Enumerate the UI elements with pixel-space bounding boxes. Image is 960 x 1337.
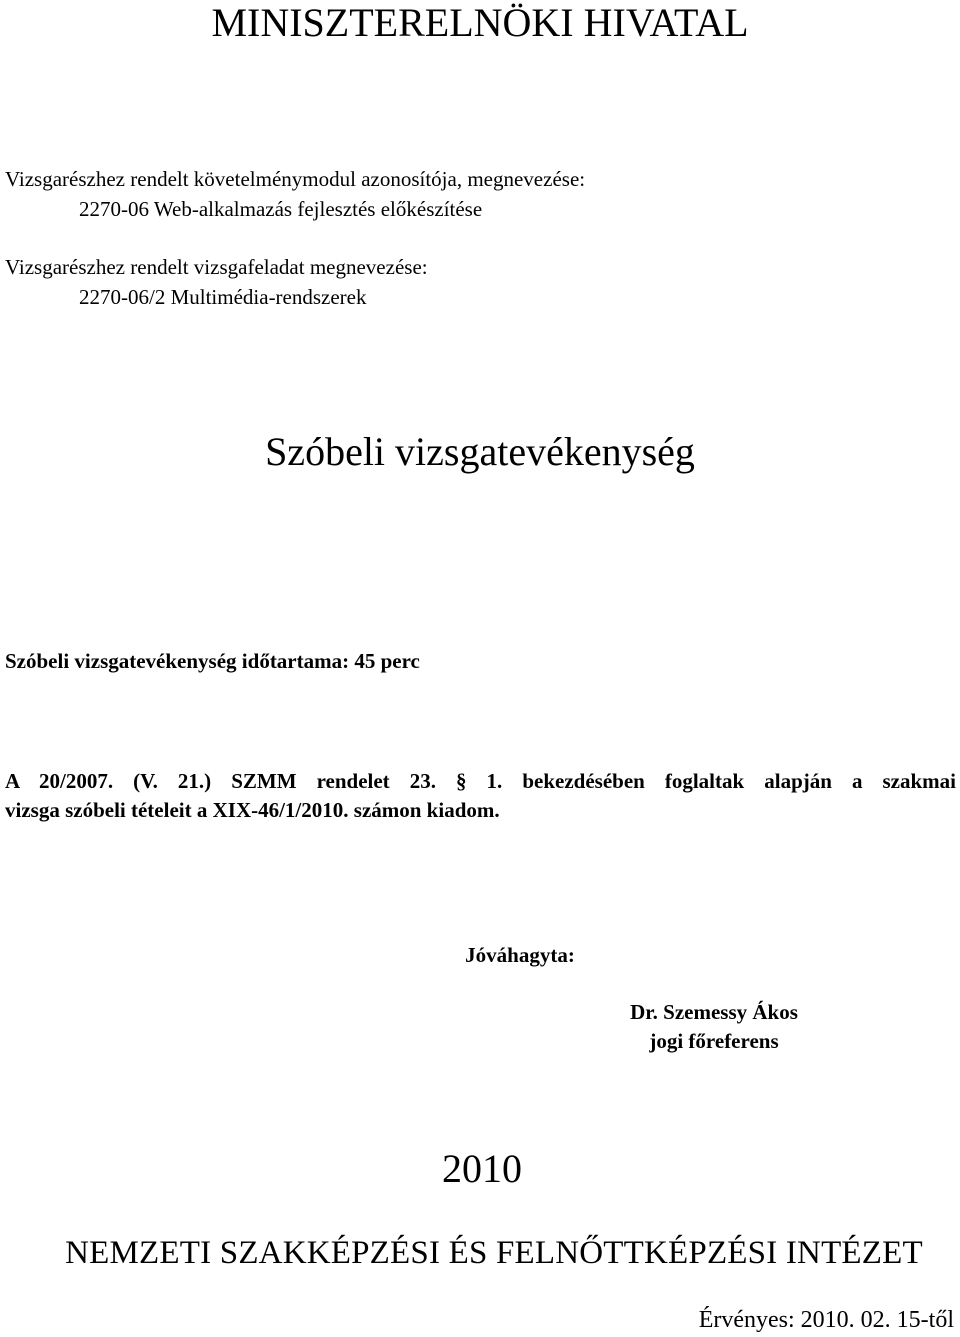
task-value: 2270-06/2 Multimédia-rendszerek <box>79 285 367 309</box>
module-label: Vizsgarészhez rendelt követelménymodul azonosítója, megnevezése: <box>5 167 586 191</box>
module-value: 2270-06 Web-alkalmazás fejlesztés előkészítése <box>79 197 483 221</box>
exam-title: Szóbeli vizsgatevékenység <box>265 429 695 474</box>
signer-role: jogi főreferens <box>649 1029 779 1053</box>
organization-title: MINISZTERELNÖKI HIVATAL <box>211 0 749 45</box>
task-label: Vizsgarészhez rendelt vizsgafeladat megnevezése: <box>5 255 428 279</box>
signer-name: Dr. Szemessy Ákos <box>630 1000 798 1024</box>
decree-line-1: A 20/2007. (V. 21.) SZMM rendelet 23. § 1. bekezdésében foglaltak alapján a szakmai <box>5 769 956 793</box>
valid-from: Érvényes: 2010. 02. 15-től <box>698 1307 954 1333</box>
exam-duration: Szóbeli vizsgatevékenység időtartama: 45 perc <box>5 649 420 673</box>
document-year: 2010 <box>442 1146 522 1191</box>
approval-label: Jóváhagyta: <box>465 943 575 967</box>
decree-line-2: vizsga szóbeli tételeit a XIX-46/1/2010. számon kiadom. <box>5 798 500 822</box>
decree-paragraph <box>5 767 956 825</box>
institute-name: NEMZETI SZAKKÉPZÉSI ÉS FELNŐTTKÉPZÉSI INTÉZET <box>65 1235 923 1271</box>
